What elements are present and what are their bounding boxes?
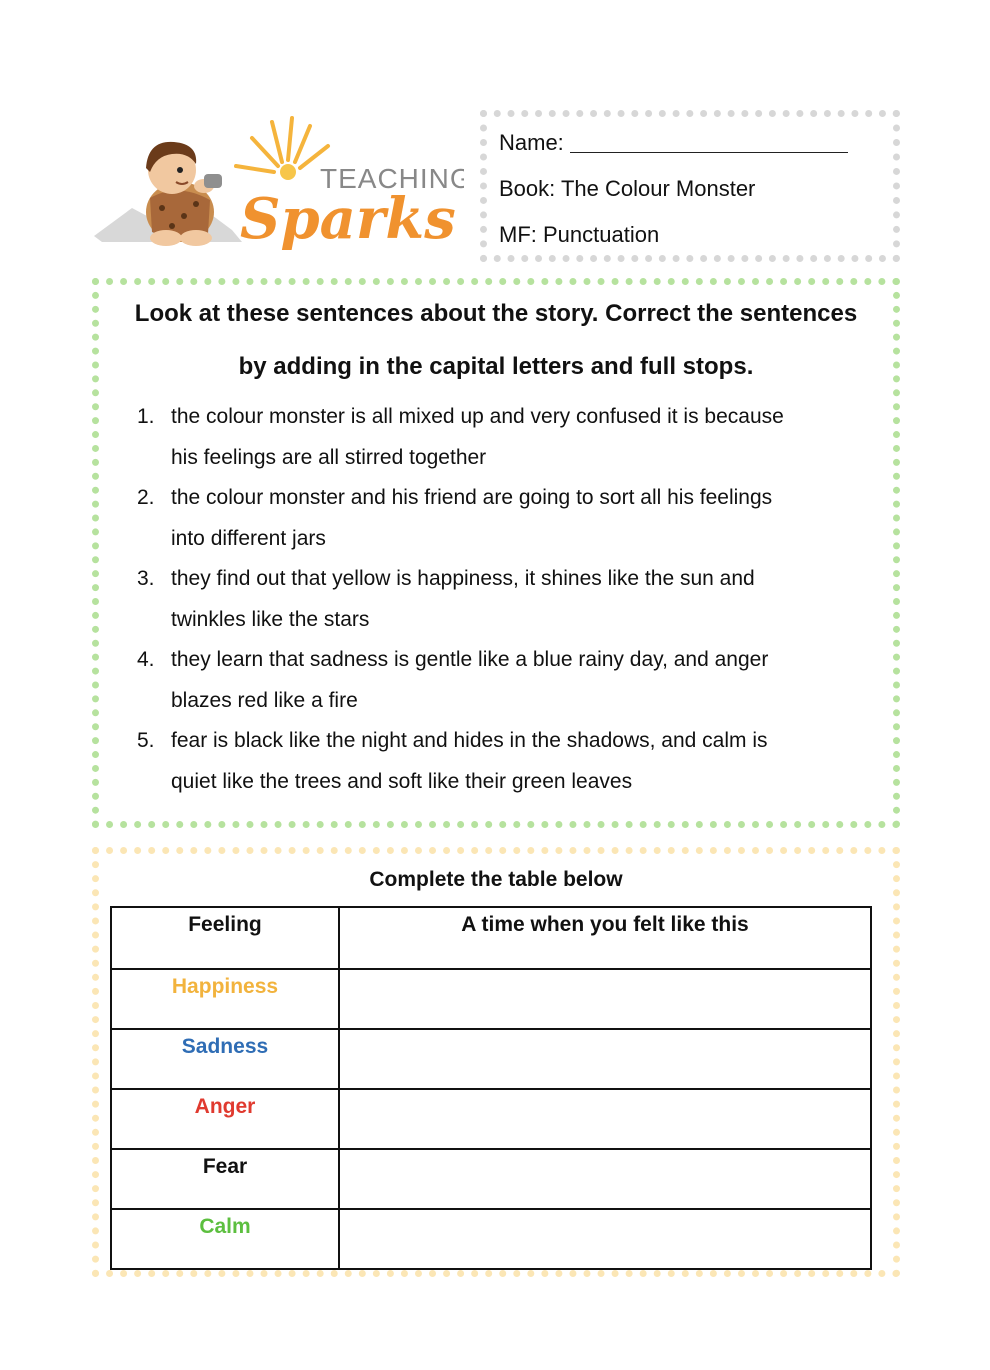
feelings-table-box (92, 847, 900, 1277)
table-row (111, 969, 871, 1029)
table-row (111, 1089, 871, 1149)
sentence-item (99, 559, 893, 640)
feeling-cell: Fear (111, 1149, 339, 1209)
feeling-cell: Sadness (111, 1029, 339, 1089)
svg-text:Sparks: Sparks (240, 186, 456, 252)
sentence-item (99, 397, 893, 478)
sentence-line: his feelings are all stirred together (171, 445, 487, 469)
feeling-cell: Calm (111, 1209, 339, 1269)
answer-cell[interactable] (339, 1149, 871, 1209)
sentence-number: 2. (137, 486, 155, 509)
sentence-line: the colour monster and his friend are going to sort all his feelings (171, 486, 773, 509)
instruction-line-1: Look at these sentences about the story. Correct the sentences (134, 300, 858, 327)
sentence-number: 4. (137, 648, 155, 671)
table-title: Complete the table below (369, 868, 623, 891)
sentence-list (99, 397, 893, 802)
instruction-line-2: by adding in the capital letters and full stops. (238, 353, 754, 380)
sentence-line: the colour monster is all mixed up and very confused it is because (171, 405, 784, 428)
name-label: Name: (499, 130, 564, 155)
sentence-item (99, 640, 893, 721)
sentence-line: they find out that yellow is happiness, it shines like the sun and (171, 567, 755, 590)
time-header: A time when you felt like this (339, 907, 871, 969)
sentence-line: quiet like the trees and soft like their green leaves (171, 769, 633, 793)
name-blank-field[interactable] (570, 126, 848, 153)
task-instruction (99, 287, 893, 393)
table-row (111, 1209, 871, 1269)
answer-cell[interactable] (339, 1029, 871, 1089)
svg-text:TEACHING: TEACHING (320, 163, 464, 194)
sentence-line: they learn that sadness is gentle like a blue rainy day, and anger (171, 648, 769, 671)
feeling-header: Feeling (111, 907, 339, 969)
feeling-cell: Happiness (111, 969, 339, 1029)
sentence-line: into different jars (171, 526, 326, 550)
book-line: Book: The Colour Monster (499, 176, 756, 201)
table-row (111, 1149, 871, 1209)
name-line (499, 123, 893, 169)
answer-cell[interactable] (339, 1089, 871, 1149)
info-box (480, 110, 900, 262)
answer-cell[interactable] (339, 969, 871, 1029)
teaching-sparks-logo (92, 112, 464, 260)
sentence-item (99, 721, 893, 802)
sentence-line: twinkles like the stars (171, 607, 370, 631)
table-row (111, 1029, 871, 1089)
caveman-mascot-icon (92, 112, 464, 260)
sentence-line: blazes red like a fire (171, 688, 358, 712)
sentence-number: 3. (137, 567, 155, 590)
feelings-table (110, 906, 872, 1270)
answer-cell[interactable] (339, 1209, 871, 1269)
sentence-number: 1. (137, 405, 155, 428)
sentence-number: 5. (137, 729, 155, 752)
mf-line: MF: Punctuation (499, 222, 660, 247)
sentence-item (99, 478, 893, 559)
sentences-task-box (92, 278, 900, 828)
table-header-row (111, 907, 871, 969)
feeling-cell: Anger (111, 1089, 339, 1149)
sentence-line: fear is black like the night and hides in the shadows, and calm is (171, 729, 768, 752)
